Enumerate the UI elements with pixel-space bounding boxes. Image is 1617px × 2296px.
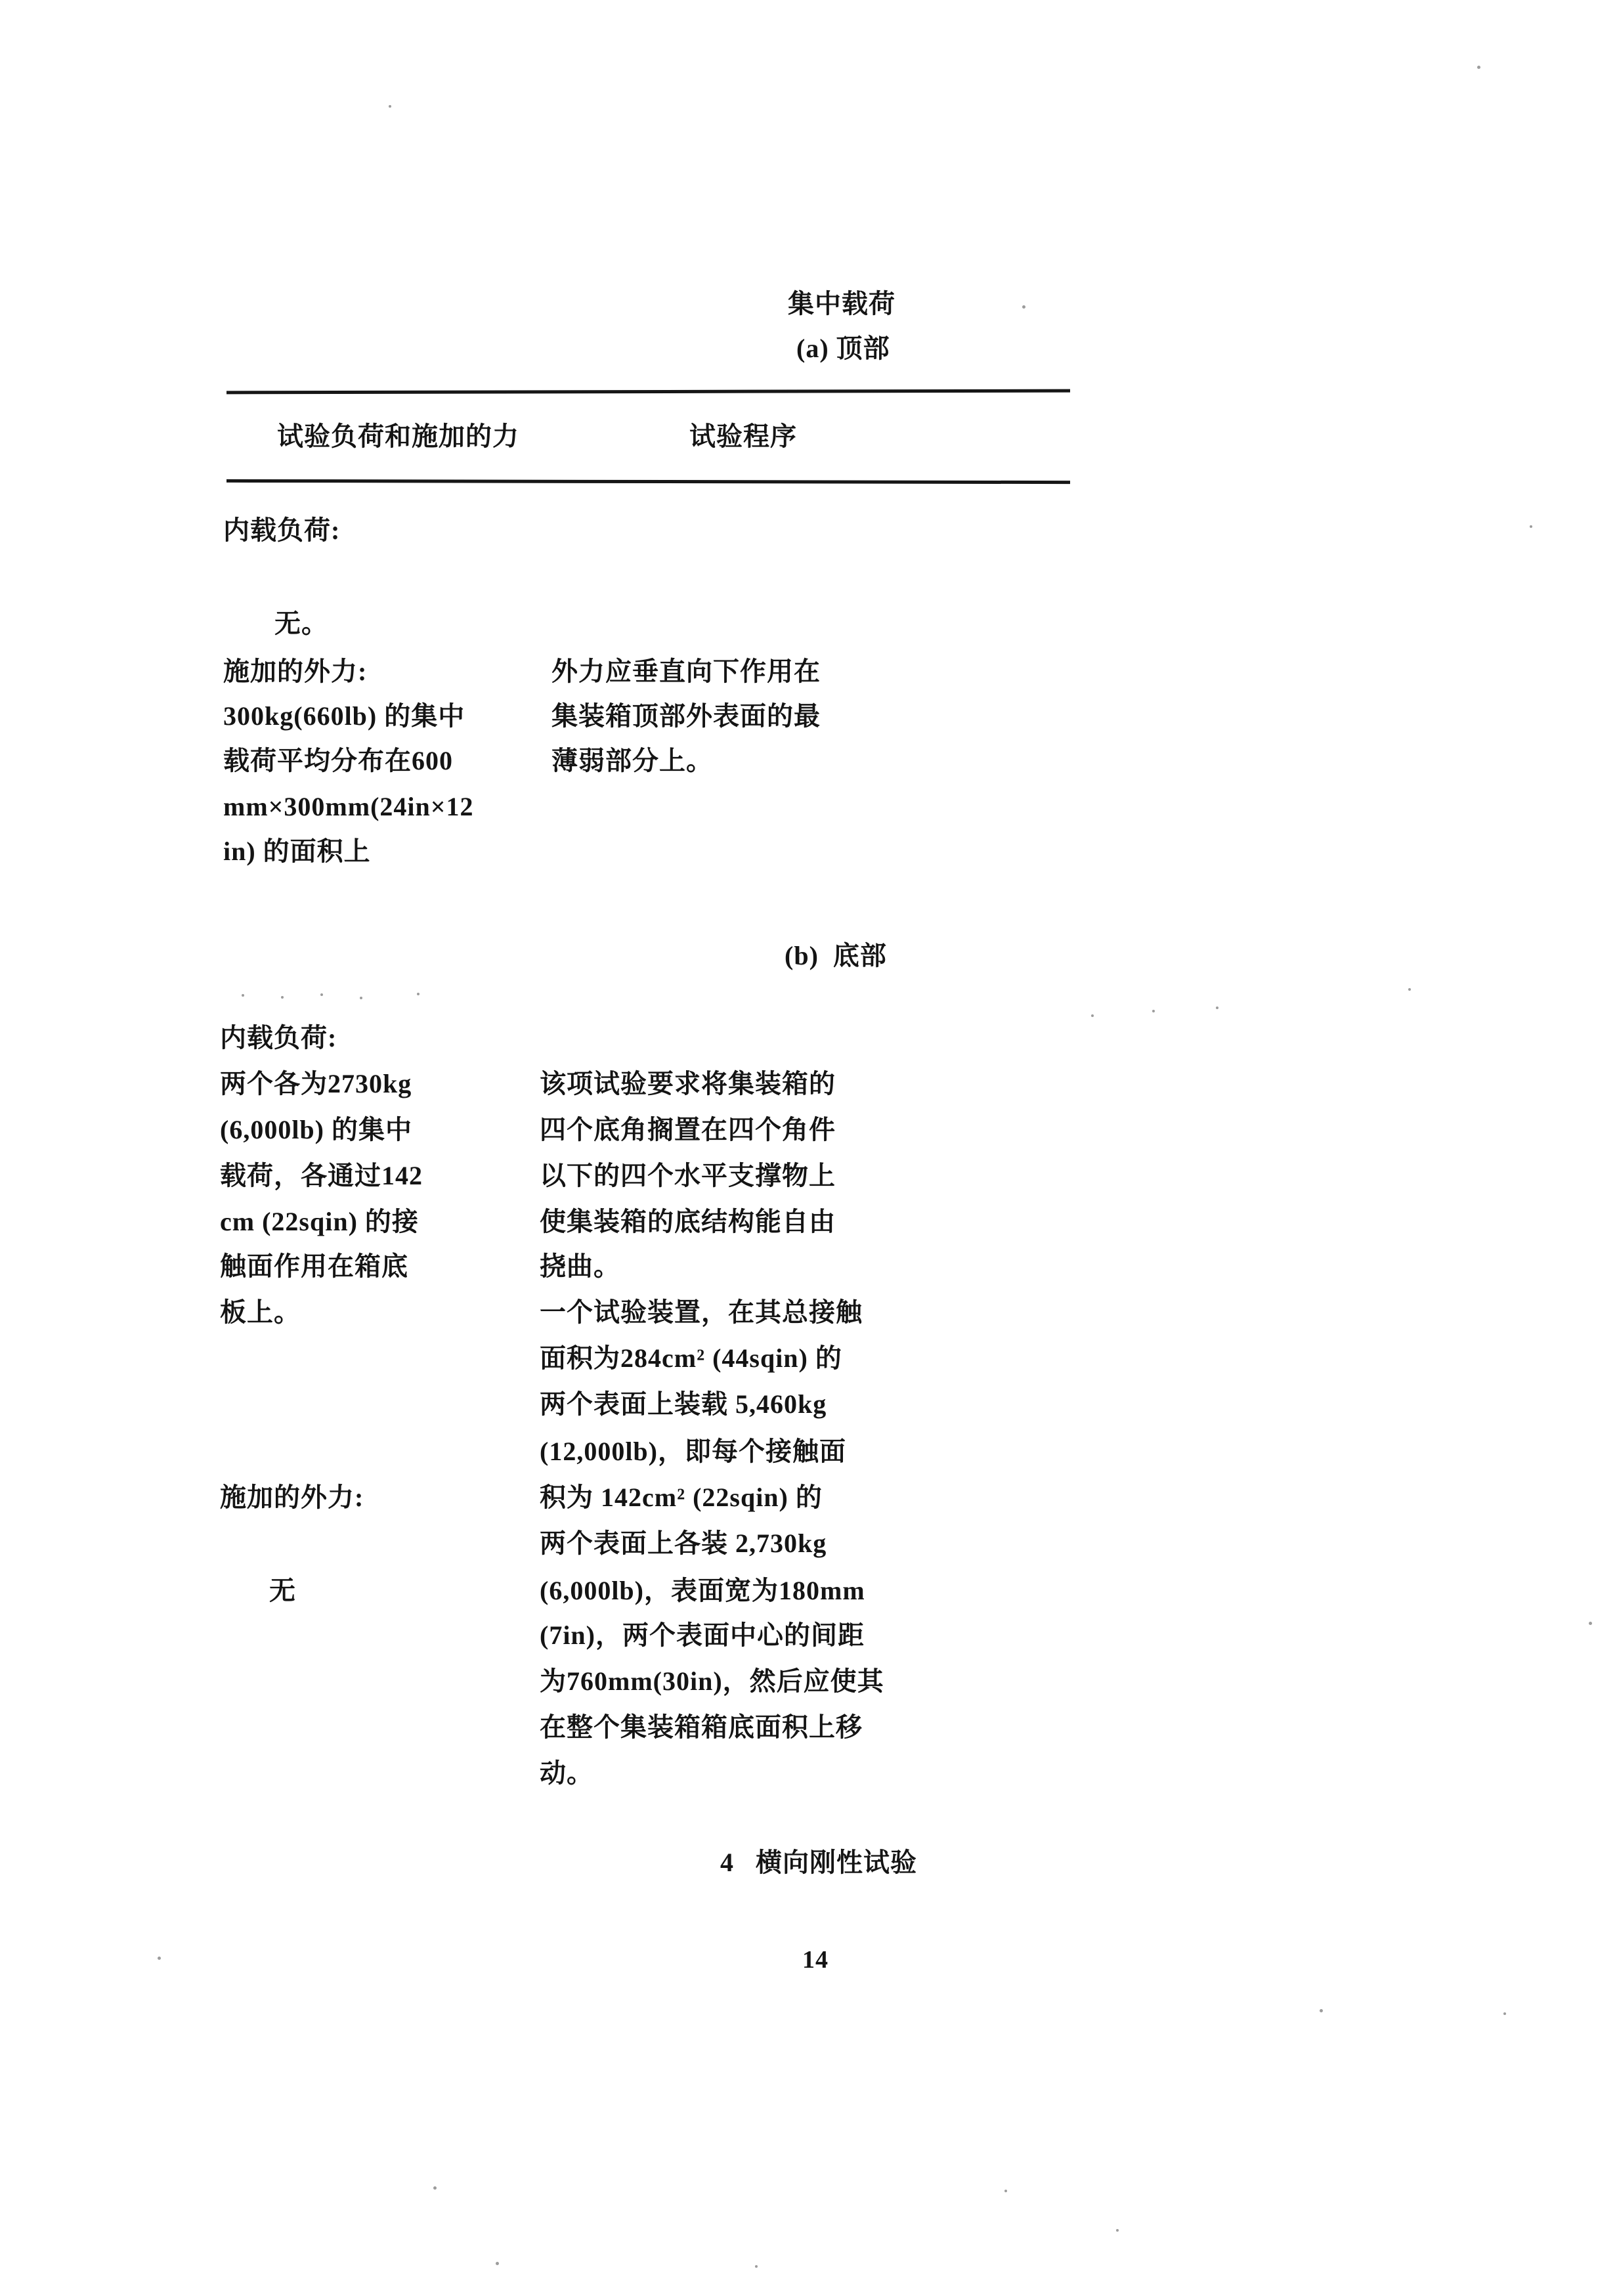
scan-speck — [1503, 2012, 1506, 2015]
section-a-heading: (a) 顶部 — [796, 334, 890, 363]
section-a-right-line: 外力应垂直向下作用在 — [551, 657, 821, 686]
section-a-left-line: 载荷平均分布在600 — [223, 746, 453, 775]
section-b-right-line: 挠曲。 — [540, 1251, 620, 1281]
section-b-left-line: 板上。 — [220, 1297, 301, 1327]
section-b-left-line: 施加的外力: — [220, 1483, 364, 1512]
scan-speck — [1589, 1622, 1592, 1625]
section-b-left-line: 载荷，各通过142 — [220, 1161, 423, 1190]
section-a-left-line: 施加的外力: — [223, 657, 368, 686]
section-a-left-line: 无。 — [274, 609, 328, 638]
section-a-left-line: 300kg(660lb) 的集中 — [223, 701, 465, 731]
scan-speck — [1216, 1007, 1218, 1009]
scan-speck — [320, 993, 323, 996]
scan-speck — [360, 997, 362, 999]
table-header-rule — [226, 479, 1070, 484]
section-b-right-line: 动。 — [540, 1758, 593, 1788]
table-title: 集中载荷 — [788, 289, 895, 318]
scan-speck — [1091, 1014, 1094, 1017]
section-b-right-line: 为760mm(30in)，然后应使其 — [540, 1666, 884, 1696]
next-section-heading: 4 横向刚性试验 — [720, 1848, 917, 1877]
section-b-right-line: 四个底角搁置在四个角件 — [540, 1115, 836, 1144]
scan-speck — [242, 994, 244, 997]
scan-speck — [1152, 1010, 1155, 1012]
section-b-left-line: (6,000lb) 的集中 — [220, 1115, 412, 1144]
scan-speck — [1408, 988, 1411, 991]
section-b-right-line: 以下的四个水平支撑物上 — [540, 1161, 836, 1190]
scan-speck — [1477, 66, 1480, 69]
section-b-right-line: 两个表面上各装 2,730kg — [540, 1528, 827, 1558]
section-b-right-line: 该项试验要求将集装箱的 — [540, 1069, 836, 1098]
section-b-right-line: 积为 142cm² (22sqin) 的 — [540, 1483, 823, 1512]
scan-speck — [158, 1957, 161, 1960]
section-b-right-line: 两个表面上装载 5,460kg — [540, 1389, 827, 1419]
section-b-right-line: (7in)，两个表面中心的间距 — [540, 1620, 865, 1650]
scan-speck — [1004, 2190, 1007, 2192]
scan-speck — [1530, 525, 1532, 528]
section-a-left-line: 内载负荷: — [223, 515, 341, 545]
section-b-right-line: (6,000lb)，表面宽为180mm — [540, 1576, 865, 1605]
section-a-right-line: 薄弱部分上。 — [551, 746, 713, 775]
scan-speck — [1320, 2009, 1323, 2012]
scan-speck — [389, 105, 391, 108]
section-a-left-line: in) 的面积上 — [223, 836, 371, 866]
scan-speck — [433, 2186, 437, 2190]
section-b-right-line: (12,000lb)，即每个接触面 — [540, 1437, 846, 1466]
section-b-right-line: 面积为284cm² (44sqin) 的 — [540, 1343, 842, 1373]
scan-speck — [1022, 305, 1025, 309]
section-b-right-line: 在整个集装箱箱底面积上移 — [540, 1712, 863, 1742]
table-top-rule — [226, 389, 1070, 395]
scan-speck — [1116, 2229, 1119, 2232]
column-header-procedure: 试验程序 — [689, 422, 797, 451]
section-b-right-line: 一个试验装置，在其总接触 — [540, 1297, 863, 1327]
section-a-left-line: mm×300mm(24in×12 — [223, 792, 474, 821]
scan-speck — [496, 2262, 499, 2265]
section-b-left-line: 两个各为2730kg — [220, 1069, 412, 1098]
scan-speck — [755, 2265, 758, 2268]
scan-speck — [417, 993, 420, 995]
section-b-left-line: 内载负荷: — [220, 1023, 337, 1052]
section-b-right-line: 使集装箱的底结构能自由 — [540, 1207, 836, 1236]
scan-speck — [281, 996, 284, 999]
section-b-heading: (b) 底部 — [785, 941, 887, 970]
section-b-left-line: cm (22sqin) 的接 — [220, 1207, 419, 1236]
column-header-loads: 试验负荷和施加的力 — [277, 422, 519, 451]
section-b-left-line: 触面作用在箱底 — [220, 1251, 408, 1281]
section-b-left-line: 无 — [269, 1576, 296, 1605]
page-number: 14 — [802, 1946, 829, 1974]
section-a-right-line: 集装箱顶部外表面的最 — [551, 701, 821, 731]
